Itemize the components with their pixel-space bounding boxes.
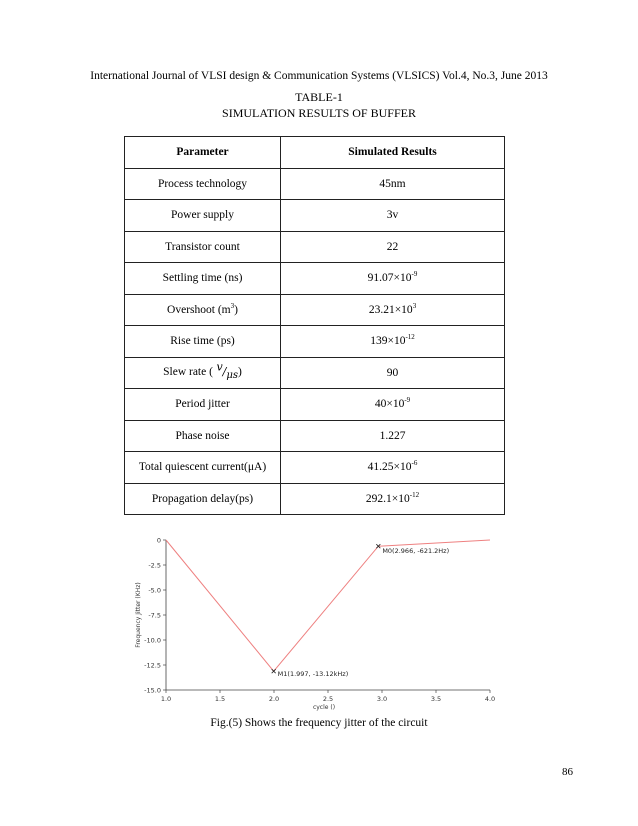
y-tick-label: -12.5 <box>144 661 161 670</box>
result-value: 41.25×10 <box>367 461 412 474</box>
result-value: 139×10 <box>370 335 406 348</box>
result-cell <box>281 294 505 326</box>
y-tick-label: 0 <box>156 536 161 545</box>
parameter-text: Slew rate ( <box>163 365 213 378</box>
frequency-jitter-chart <box>130 533 500 713</box>
y-tick-label: -2.5 <box>148 561 161 570</box>
result-exponent: -12 <box>405 333 415 342</box>
parameter-text: Propagation delay(ps) <box>151 492 254 505</box>
parameter-tail: ) <box>238 365 242 378</box>
x-axis-label: cycle () <box>312 704 336 711</box>
table-row <box>125 452 505 484</box>
fraction-denominator: μs <box>226 369 239 381</box>
result-value: 45nm <box>379 177 406 190</box>
x-tick-label: 3.5 <box>430 695 442 703</box>
parameter-cell <box>125 420 281 452</box>
table-row <box>125 326 505 358</box>
marker-point <box>272 669 276 673</box>
parameter-text: Settling time (ns) <box>162 272 243 285</box>
result-cell <box>281 231 505 263</box>
table-header-row <box>125 137 505 169</box>
page-number: 86 <box>562 766 573 778</box>
col-header-results: Simulated Results <box>281 137 505 169</box>
result-value: 292.1×10 <box>365 492 410 505</box>
result-cell <box>281 326 505 358</box>
result-value: 91.07×10 <box>367 272 412 285</box>
marker-label: M1(1.997, -13.12kHz) <box>277 670 349 679</box>
table-row <box>125 483 505 515</box>
table-row <box>125 420 505 452</box>
parameter-cell <box>125 200 281 232</box>
result-cell <box>281 420 505 452</box>
y-tick-label: -10.0 <box>144 636 161 645</box>
table-row <box>125 231 505 263</box>
table-label: TABLE-1 <box>295 90 343 104</box>
result-exponent: -6 <box>411 459 418 468</box>
fraction-numerator: v <box>216 360 223 373</box>
result-exponent: -9 <box>411 270 418 279</box>
parameter-tail: ) <box>234 303 238 316</box>
figure-caption: Fig.(5) Shows the frequency jitter of the circuit <box>210 717 428 729</box>
x-tick-label: 4.0 <box>484 695 496 703</box>
result-cell <box>281 200 505 232</box>
x-tick-label: 3.0 <box>376 695 388 703</box>
jitter-series-line <box>166 540 490 671</box>
result-value: 23.21×10 <box>368 303 413 316</box>
parameter-cell <box>125 231 281 263</box>
parameter-text: Rise time (ps) <box>170 335 235 348</box>
result-value: 90 <box>386 366 399 379</box>
marker-label: M0(2.966, -621.2Hz) <box>382 547 450 556</box>
result-exponent: -12 <box>409 490 420 499</box>
table-row <box>125 357 505 389</box>
result-exponent: -9 <box>404 396 411 405</box>
y-tick-label: -7.5 <box>148 611 161 620</box>
parameter-cell <box>125 389 281 421</box>
x-tick-label: 1.0 <box>160 695 172 703</box>
table-title: SIMULATION RESULTS OF BUFFER <box>222 106 416 120</box>
result-value: 40×10 <box>374 398 405 411</box>
parameter-cell <box>125 294 281 326</box>
y-tick-label: -5.0 <box>148 586 161 595</box>
table-row <box>125 168 505 200</box>
parameter-text: Total quiescent current(μA) <box>138 461 267 474</box>
parameter-text: Phase noise <box>175 429 230 442</box>
x-tick-label: 1.5 <box>214 695 226 703</box>
parameter-cell <box>125 326 281 358</box>
parameter-text: Process technology <box>157 177 248 190</box>
parameter-cell <box>125 357 281 389</box>
parameter-cell <box>125 452 281 484</box>
y-tick-label: -15.0 <box>144 686 161 695</box>
result-cell <box>281 263 505 295</box>
parameter-text: Power supply <box>171 209 234 222</box>
y-axis-label: Frequency Jitter (KHz) <box>135 582 142 648</box>
fraction-slash: / <box>222 364 227 378</box>
result-cell <box>281 483 505 515</box>
results-table <box>124 136 505 515</box>
result-exponent: 3 <box>412 301 417 310</box>
parameter-superscript: 3 <box>230 301 235 310</box>
result-cell <box>281 389 505 421</box>
result-value: 3v <box>386 209 399 222</box>
result-value: 1.227 <box>379 429 406 442</box>
table-row <box>125 294 505 326</box>
parameter-text: Period jitter <box>175 398 230 411</box>
parameter-cell <box>125 168 281 200</box>
table-row <box>125 263 505 295</box>
result-cell <box>281 452 505 484</box>
col-header-parameter: Parameter <box>125 137 281 169</box>
result-value: 22 <box>386 240 399 253</box>
table-row <box>125 389 505 421</box>
result-cell <box>281 168 505 200</box>
result-cell <box>281 357 505 389</box>
x-tick-label: 2.0 <box>268 695 280 703</box>
table-row <box>125 200 505 232</box>
parameter-text: Overshoot (m <box>167 303 231 316</box>
slew-rate-fraction <box>213 360 239 381</box>
parameter-cell <box>125 263 281 295</box>
journal-header: International Journal of VLSI design & Communication Systems (VLSICS) Vol.4, No.3, June 2013 <box>90 70 548 82</box>
x-tick-label: 2.5 <box>322 695 334 703</box>
parameter-text: Transistor count <box>165 240 240 253</box>
parameter-cell <box>125 483 281 515</box>
